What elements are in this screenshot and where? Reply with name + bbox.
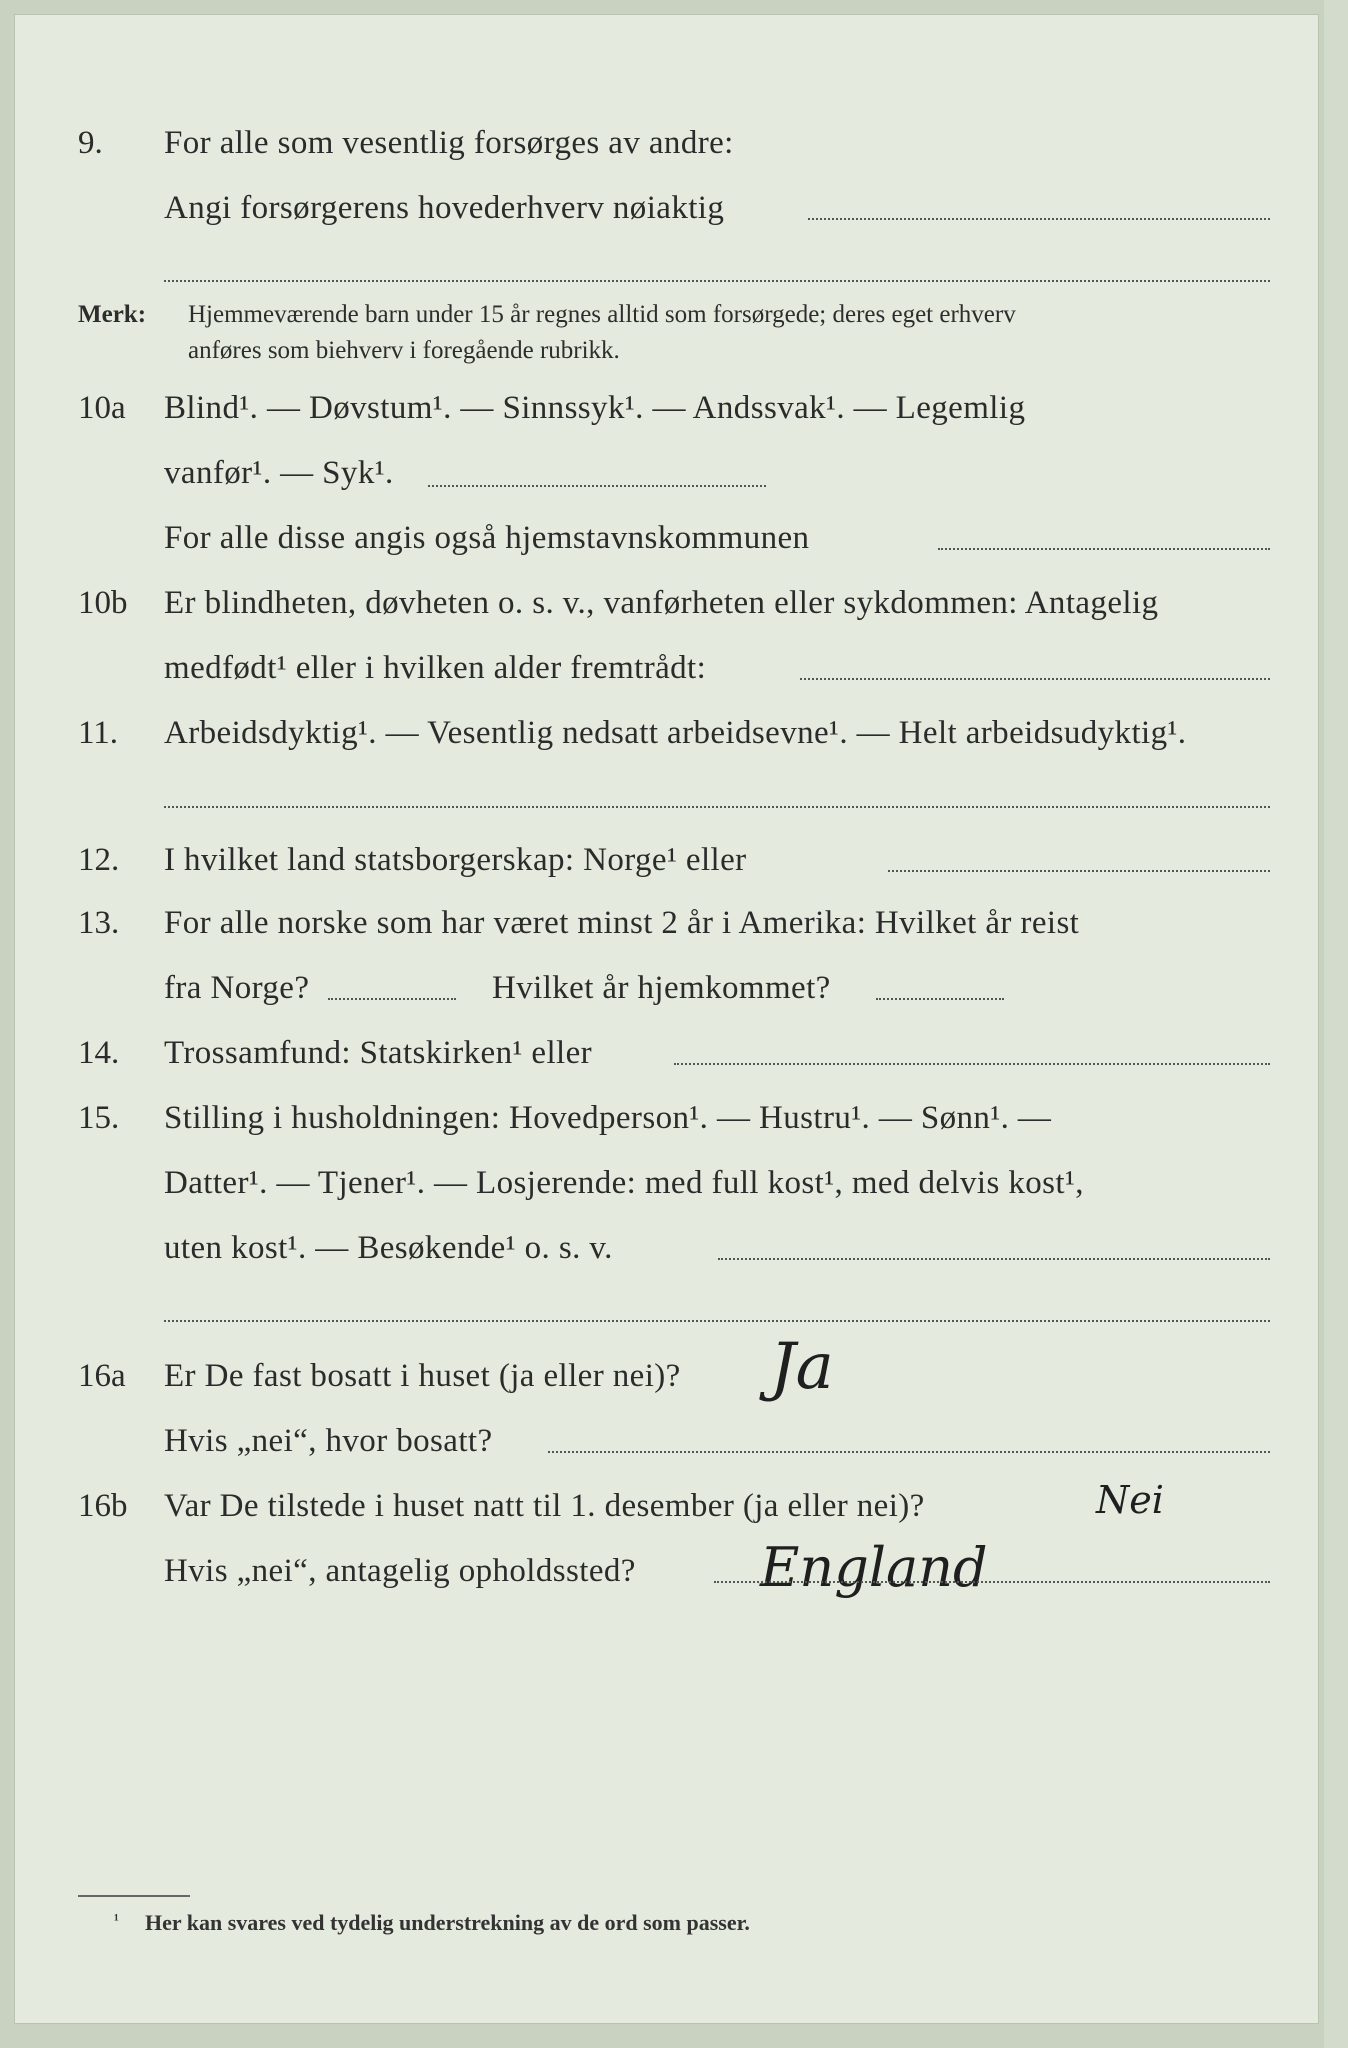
q13-text-2b: Hvilket år hjemkommet? [492, 970, 831, 1006]
q10b-answer-line[interactable] [800, 678, 1270, 680]
q16b-row-2 [0, 1553, 1348, 1613]
q10a-text-1: Blind¹. — Døvstum¹. — Sinnssyk¹. — Andssvak¹. — Legemlig [164, 390, 1026, 426]
q15-row-3 [0, 1230, 1348, 1290]
q11-row [0, 715, 1348, 775]
q15-text-1: Stilling i husholdningen: Hovedperson¹. — Hustru¹. — Sønn¹. — [164, 1100, 1052, 1136]
q13-row-2 [0, 970, 1348, 1030]
q10a-row-3 [0, 520, 1348, 580]
q10b-text-2: medfødt¹ eller i hvilken alder fremtrådt: [164, 650, 707, 686]
q10b-row [0, 585, 1348, 645]
q16a-answer[interactable]: Ja [770, 1330, 834, 1404]
q15-row [0, 1100, 1348, 1160]
q16b-answer-2[interactable]: England [760, 1536, 988, 1599]
q9-answer-line-2[interactable] [164, 280, 1270, 282]
q14-number: 14. [78, 1035, 120, 1071]
q10b-number: 10b [78, 585, 128, 621]
q9-row-2 [0, 190, 1348, 250]
merk-label: Merk: [78, 301, 147, 328]
q15-row-2 [0, 1165, 1348, 1225]
merk-text-2: anføres som biehverv i foregående rubrikk. [188, 337, 620, 364]
q15-text-3: uten kost¹. — Besøkende¹ o. s. v. [164, 1230, 613, 1266]
q12-number: 12. [78, 842, 120, 878]
q9-row [0, 125, 1348, 185]
q13-reist-line[interactable] [328, 998, 456, 1000]
q14-text: Trossamfund: Statskirken¹ eller [164, 1035, 593, 1071]
q16b-text-1: Var De tilstede i huset natt til 1. desember (ja eller nei)? [164, 1488, 925, 1524]
q15-answer-line[interactable] [718, 1258, 1270, 1260]
q16b-text-2: Hvis „nei“, antagelig opholdssted? [164, 1553, 636, 1589]
q10a-text-2: vanfør¹. — Syk¹. [164, 455, 394, 491]
q16a-text-1: Er De fast bosatt i huset (ja eller nei)? [164, 1358, 681, 1394]
q10a-kommune-line[interactable] [938, 548, 1270, 550]
q15-answer-line-2[interactable] [164, 1320, 1270, 1322]
footnote-divider [78, 1895, 190, 1897]
q13-number: 13. [78, 905, 120, 941]
q16a-row [0, 1358, 1348, 1418]
q11-answer-line[interactable] [164, 806, 1270, 808]
q15-number: 15. [78, 1100, 120, 1136]
q9-text-2: Angi forsørgerens hovederhverv nøiaktig [164, 190, 725, 226]
q10a-number: 10a [78, 390, 126, 426]
q16b-number: 16b [78, 1488, 128, 1524]
q12-text: I hvilket land statsborgerskap: Norge¹ eller [164, 842, 747, 878]
q12-row [0, 842, 1348, 902]
q13-hjemkommet-line[interactable] [876, 998, 1004, 1000]
footnote-text: Her kan svares ved tydelig understrekning av de ord som passer. [145, 1910, 750, 1935]
q16a-number: 16a [78, 1358, 126, 1394]
q13-text-1: For alle norske som har været minst 2 år i Amerika: Hvilket år reist [164, 905, 1080, 941]
q16a-answer-line[interactable] [548, 1451, 1270, 1453]
q13-row [0, 905, 1348, 965]
q13-text-2a: fra Norge? [164, 970, 310, 1006]
q10a-row [0, 390, 1348, 450]
q14-row [0, 1035, 1348, 1095]
q16b-answer-1[interactable]: Nei [1096, 1478, 1164, 1522]
q14-answer-line[interactable] [674, 1063, 1270, 1065]
q16a-text-2: Hvis „nei“, hvor bosatt? [164, 1423, 493, 1459]
q10a-syk-line[interactable] [428, 485, 766, 487]
q12-answer-line[interactable] [888, 870, 1270, 872]
q15-text-2: Datter¹. — Tjener¹. — Losjerende: med full kost¹, med delvis kost¹, [164, 1165, 1084, 1201]
q10b-text-1: Er blindheten, døvheten o. s. v., vanførheten eller sykdommen: Antagelig [164, 585, 1159, 621]
q16b-answer-line[interactable] [714, 1581, 1270, 1583]
q9-answer-line[interactable] [808, 218, 1270, 220]
footnote-marker: ¹ [114, 1912, 119, 1929]
q10a-text-3: For alle disse angis også hjemstavnskommunen [164, 520, 810, 556]
q11-text: Arbeidsdyktig¹. — Vesentlig nedsatt arbeidsevne¹. — Helt arbeidsudyktig¹. [164, 715, 1187, 751]
q16a-row-2 [0, 1423, 1348, 1483]
merk-text-1: Hjemmeværende barn under 15 år regnes alltid som forsørgede; deres eget erhverv [188, 301, 1016, 328]
q9-number: 9. [78, 125, 103, 161]
q9-text-1: For alle som vesentlig forsørges av andre: [164, 125, 734, 161]
q11-number: 11. [78, 715, 119, 751]
q10b-row-2 [0, 650, 1348, 710]
